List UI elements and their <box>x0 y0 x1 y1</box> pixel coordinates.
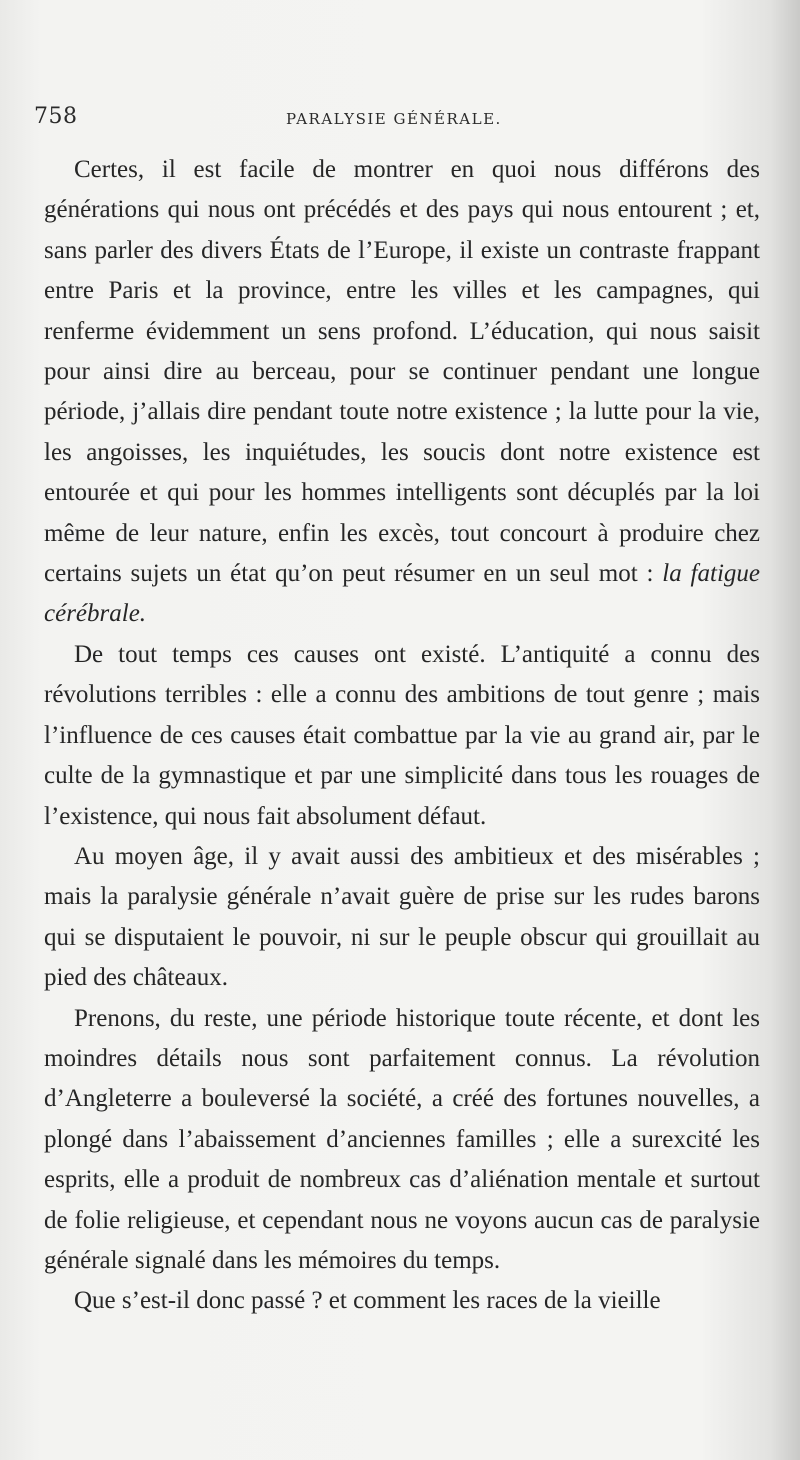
paragraph-5: Que s’est-il donc passé ? et comment les races de la vieille <box>74 1287 661 1315</box>
paragraph-1 <box>44 150 760 635</box>
emphasis-fatigue-cerebrale: la fatigue cérébrale. <box>44 560 760 628</box>
page-number: 758 <box>34 104 78 129</box>
body-text <box>44 150 760 1322</box>
paragraph-1-text: Certes, il est facile de montrer en quoi nous différons des générations qui nous ont précédés et des pays qui nous entourent ; et, sans parler des divers États de l’Europe, il existe un contraste frappant entre Paris et la province, entre les villes et les campagnes, qui renferme évidemment un sens profond. L’éducation, qui nous saisit pour ainsi dire au berceau, pour se continuer pendant une longue période, j’allais dire pendant toute notre existence ; la lutte pour la vie, les angoisses, les inquiétudes, les soucis dont notre existence est entourée et qui pour les hommes intelligents sont décuplés par la loi même de leur nature, enfin les excès, tout concourt à produire chez certains sujets un état qu’on peut résumer en un seul mot : <box>44 156 760 588</box>
running-head <box>34 104 764 144</box>
paragraph-3: Au moyen âge, il y avait aussi des ambitieux et des misérables ; mais la paralysie générale n’avait guère de prise sur les rudes barons qui se disputaient le pouvoir, ni sur le peuple obscur qui grouillait au pied des châteaux. <box>44 842 760 992</box>
running-title: PARALYSIE GÉNÉRALE. <box>286 110 502 128</box>
paragraph-2: De tout temps ces causes ont existé. L’antiquité a connu des révolutions terribles : elle a connu des ambitions de tout genre ; mais l’influence de ces causes était combattue par la vie au grand air, par le culte de la gymnastique et par une simplicité dans tous les rouages de l’existence, qui nous fait absolument défaut. <box>44 640 760 830</box>
paragraph-4: Prenons, du reste, une période historique toute récente, et dont les moindres détails nous sont parfaitement connus. La révolution d’Angleterre a bouleversé la société, a créé des fortunes nouvelles, a plongé dans l’abaissement d’anciennes familles ; elle a surexcité les esprits, elle a produit de nombreux cas d’aliénation mentale et surtout de folie religieuse, et cependant nous ne voyons aucun cas de paralysie générale signalé dans les mémoires du temps. <box>44 1004 760 1274</box>
